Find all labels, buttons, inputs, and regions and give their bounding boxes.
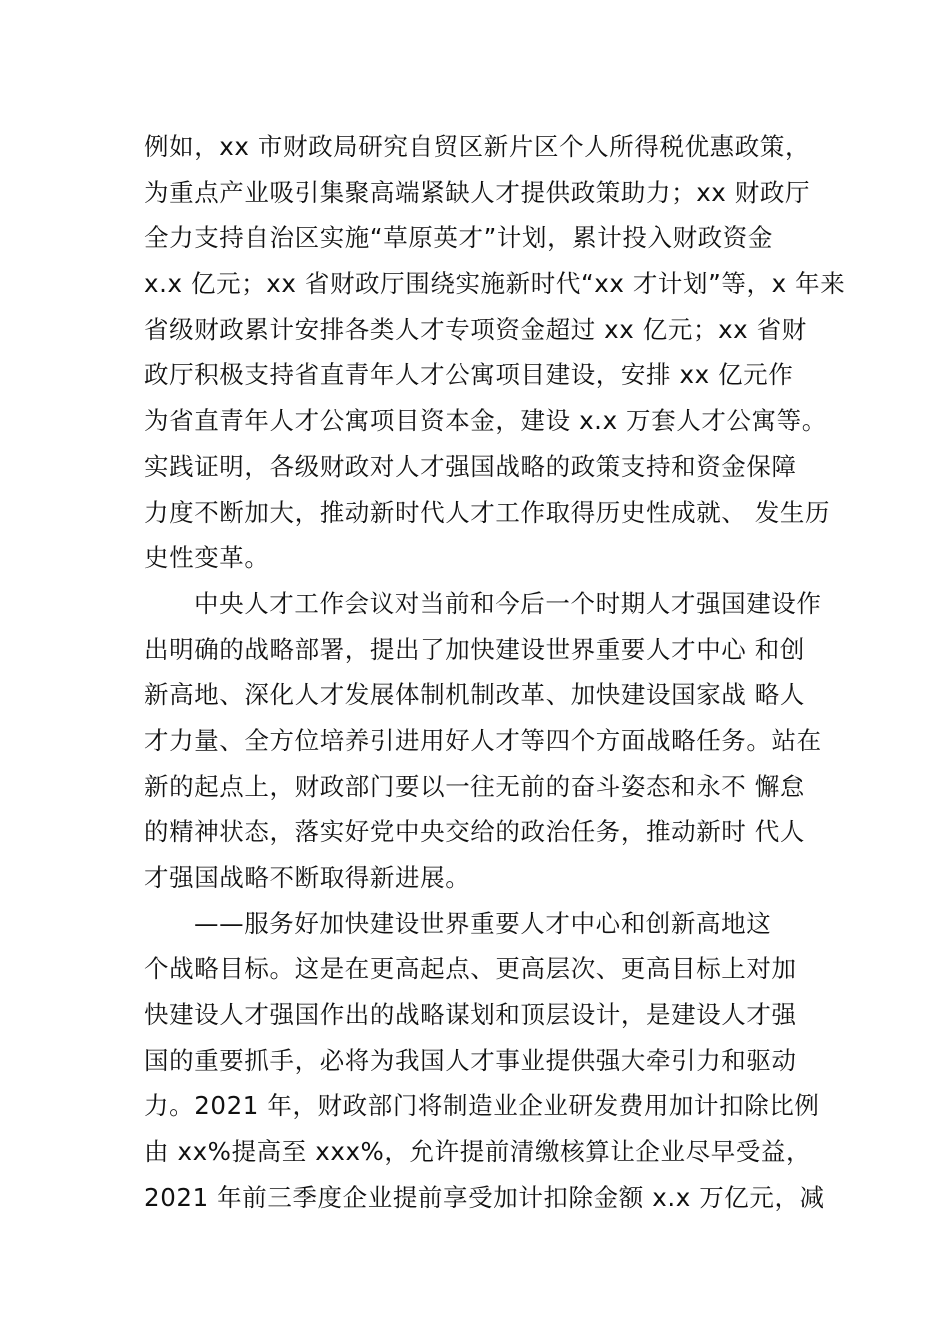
text-line: 省级财政累计安排各类人才专项资金超过 xx 亿元；xx 省财 — [144, 314, 807, 344]
body-text — [144, 124, 844, 1221]
text-line: 新的起点上，财政部门要以一往无前的奋斗姿态和永不 懈怠 — [144, 771, 805, 801]
text-line: 力。2021 年，财政部门将制造业企业研发费用加计扣除比例 — [144, 1091, 820, 1121]
paragraph-2 — [144, 581, 844, 901]
text-line: 的精神状态，落实好党中央交给的政治任务，推动新时 代人 — [144, 817, 805, 847]
text-line: 由 xx%提高至 xxx%，允许提前清缴核算让企业尽早受益， — [144, 1137, 812, 1167]
text-line: 力度不断加大，推动新时代人才工作取得历史性成就、 发生历 — [144, 497, 831, 527]
text-line: 全力支持自治区实施“草原英才”计划，累计投入财政资金 — [144, 223, 773, 253]
text-line: x.x 亿元；xx 省财政厅围绕实施新时代“xx 才计划”等，x 年来 — [144, 269, 846, 299]
text-line: 新高地、深化人才发展体制机制改革、加快建设国家战 略人 — [144, 680, 805, 710]
text-line: 为重点产业吸引集聚高端紧缺人才提供政策助力；xx 财政厅 — [144, 177, 811, 207]
text-line: 个战略目标。这是在更高起点、更高层次、更高目标上对加 — [144, 954, 797, 984]
text-line: 才强国战略不断取得新进展。 — [144, 863, 471, 892]
paragraph-1 — [144, 124, 844, 581]
text-line: 2021 年前三季度企业提前享受加计扣除金额 x.x 万亿元，减 — [144, 1182, 825, 1212]
text-line: 出明确的战略部署，提出了加快建设世界重要人才中心 和创 — [144, 634, 805, 664]
text-line: 为省直青年人才公寓项目资本金，建设 x.x 万套人才公寓等。 — [144, 406, 827, 436]
text-line: 中央人才工作会议对当前和今后一个时期人才强国建设作 — [194, 588, 822, 618]
text-line: 政厅积极支持省直青年人才公寓项目建设，安排 xx 亿元作 — [144, 360, 794, 390]
text-line: 快建设人才强国作出的战略谋划和顶层设计，是建设人才强 — [144, 1000, 797, 1030]
text-line: ——服务好加快建设世界重要人才中心和创新高地这 — [194, 908, 772, 938]
paragraph-3 — [144, 901, 844, 1221]
text-line: 实践证明，各级财政对人才强国战略的政策支持和资金保障 — [144, 451, 797, 481]
text-line: 史性变革。 — [144, 543, 270, 573]
text-line: 国的重要抓手，必将为我国人才事业提供强大牵引力和驱动 — [144, 1045, 797, 1075]
text-line: 才力量、全方位培养引进用好人才等四个方面战略任务。站在 — [144, 725, 822, 755]
text-line: 例如，xx 市财政局研究自贸区新片区个人所得税优惠政策， — [144, 132, 811, 161]
